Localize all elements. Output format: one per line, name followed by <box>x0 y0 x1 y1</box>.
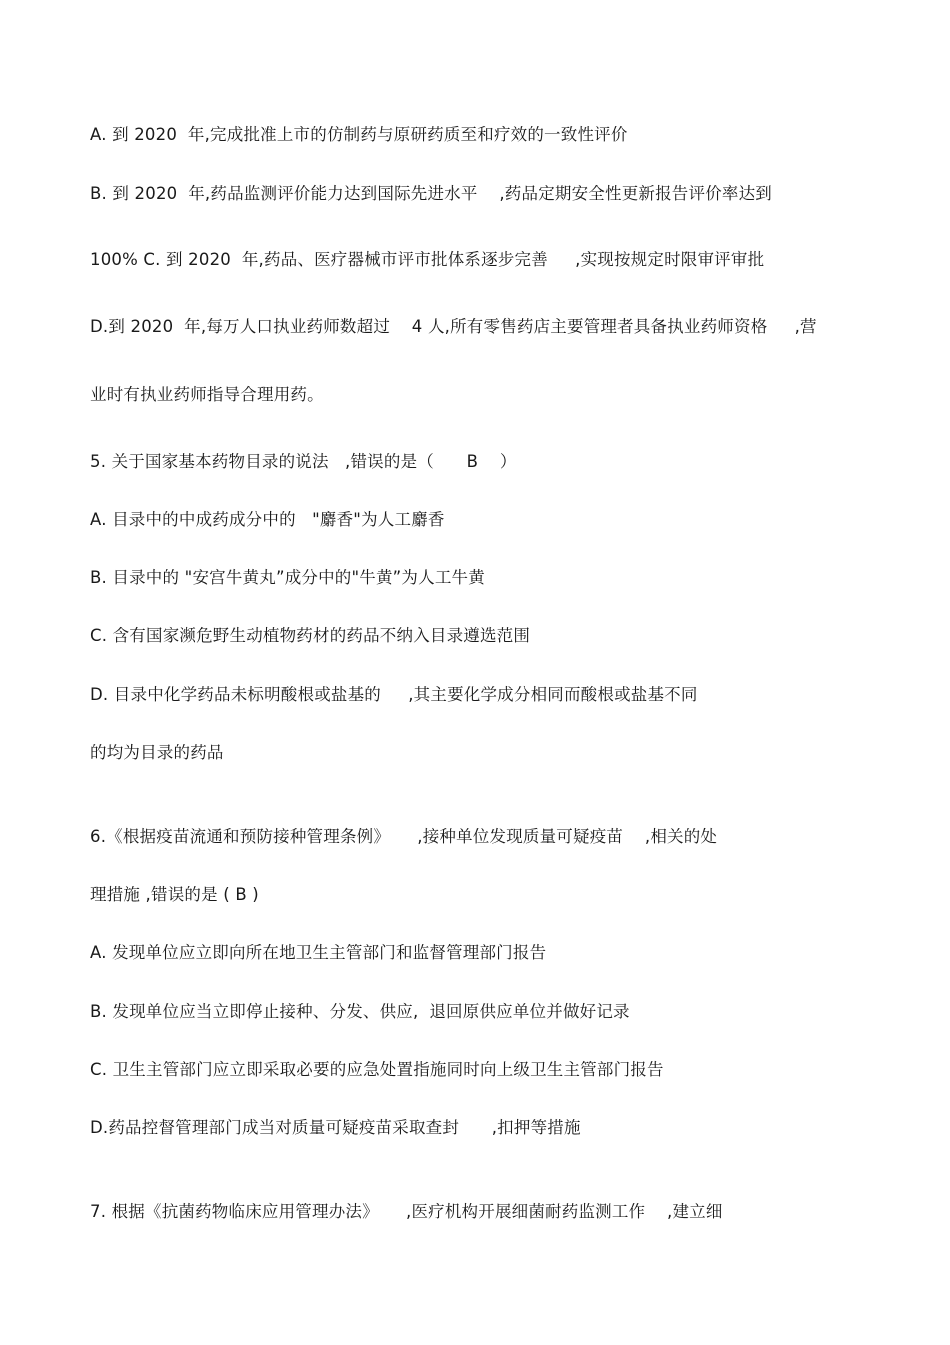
option-6d: D.药品控督管理部门成当对质量可疑疫苗采取查封 ,扣押等措施 <box>90 1118 581 1137</box>
option-6c: C. 卫生主管部门应立即采取必要的应急处置指施同时向上级卫生主管部门报告 <box>90 1060 664 1079</box>
option-6a: A. 发现单位应立即向所在地卫生主管部门和监督管理部门报告 <box>90 943 547 962</box>
question-6: 6.《根据疫苗流通和预防接种管理条例》 ,接种单位发现质量可疑疫苗 ,相关的处 <box>90 827 718 846</box>
question-7: 7. 根据《抗菌药物临床应用管理办法》 ,医疗机构开展细菌耐药监测工作 ,建立细 <box>90 1202 723 1221</box>
option-5a: A. 目录中的中成药成分中的 "麝香"为人工麝香 <box>90 510 445 529</box>
option-6b: B. 发现单位应当立即停止接种、分发、供应, 退回原供应单位并做好记录 <box>90 1002 630 1021</box>
question-5: 5. 关于国家基本药物目录的说法 ,错误的是（ B ） <box>90 452 517 471</box>
option-4b: B. 到 2020 年,药品监测评价能力达到国际先进水平 ,药品定期安全性更新报告评价率达到 <box>90 184 773 203</box>
option-5d: D. 目录中化学药品未标明酸根或盐基的 ,其主要化学成分相同而酸根或盐基不同 <box>90 685 698 704</box>
option-4c: 100% C. 到 2020 年,药品、医疗器械市评市批体系逐步完善 ,实现按规定时限审评审批 <box>90 250 765 269</box>
option-5c: C. 含有国家濒危野生动植物药材的药品不纳入目录遵选范围 <box>90 626 531 645</box>
option-4d-continued: 业时有执业药师指导合理用药。 <box>90 385 324 404</box>
question-6-continued: 理措施 ,错误的是 ( B ) <box>90 885 259 904</box>
option-5d-continued: 的均为目录的药品 <box>90 743 224 762</box>
option-4d: D.到 2020 年,每万人口执业药师数超过 4 人,所有零售药店主要管理者具备执业药师资格 ,营 <box>90 317 817 336</box>
option-5b: B. 目录中的 "安宫牛黄丸”成分中的"牛黄”为人工牛黄 <box>90 568 485 587</box>
option-4a: A. 到 2020 年,完成批准上市的仿制药与原研药质至和疗效的一致性评价 <box>90 125 628 144</box>
